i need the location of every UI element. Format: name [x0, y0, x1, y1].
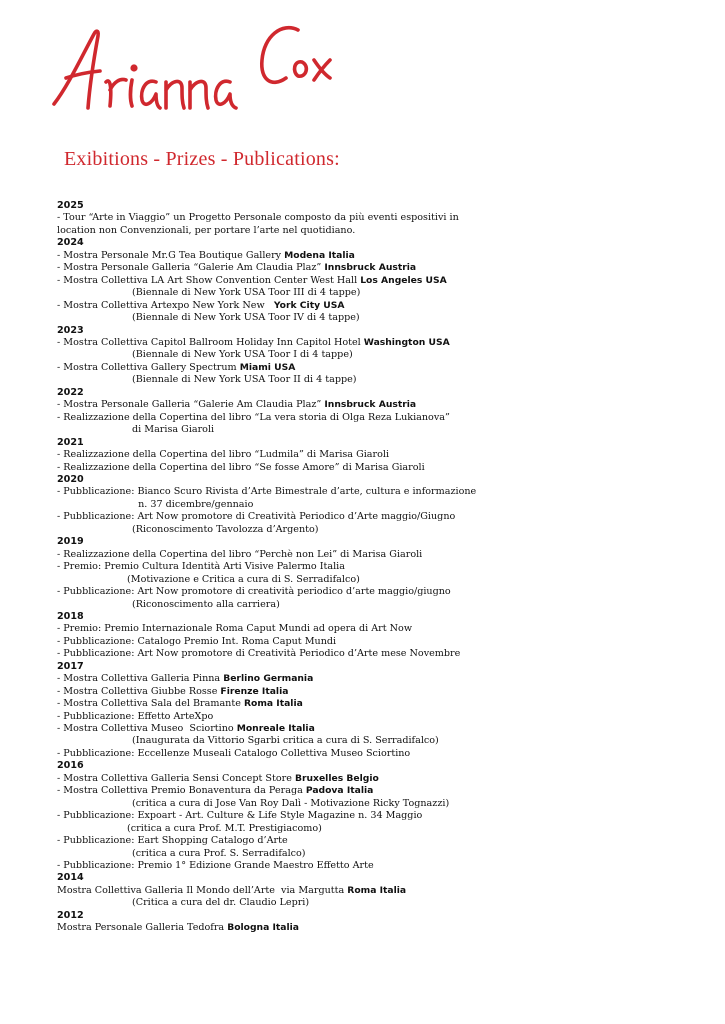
- item-text: - Mostra Personale Galleria “Galerie Am Claudia Plaz”: [57, 399, 325, 411]
- item-location: Roma Italia: [243, 698, 303, 710]
- item-text: - Pubblicazione: Effetto ArteXpo: [57, 710, 214, 722]
- year-heading: 2023: [57, 324, 84, 336]
- list-item: [57, 673, 707, 685]
- year-heading: 2022: [57, 386, 84, 398]
- list-item: [57, 698, 707, 710]
- item-text: - Pubblicazione: Art Now promotore di Creatività Periodico d’Arte maggio/Giugno: [57, 511, 456, 523]
- item-text: - Pubblicazione: Premio 1° Edizione Grande Maestro Effetto Arte: [57, 860, 374, 872]
- list-item: [57, 462, 707, 474]
- item-text: - Pubblicazione: Art Now promotore di Creatività Periodico d’Arte mese Novembre: [57, 648, 461, 660]
- item-text: - Mostra Collettiva Premio Bonaventura da Peraga: [57, 785, 306, 797]
- list-item: [57, 798, 707, 810]
- list-item: [57, 735, 707, 747]
- item-text: - Pubblicazione: Catalogo Premio Int. Roma Caput Mundi: [57, 635, 337, 647]
- list-item: [57, 349, 707, 361]
- item-text: (Riconoscimento Tavolozza d’Argento): [132, 523, 319, 535]
- list-item: [57, 810, 707, 822]
- item-text: - Mostra Collettiva Giubbe Rosse: [57, 685, 221, 697]
- year-heading: 2016: [57, 760, 84, 772]
- item-location: Roma Italia: [347, 884, 407, 896]
- list-item: [57, 275, 707, 287]
- item-text: (Riconoscimento alla carriera): [132, 598, 280, 610]
- item-location: Innsbruck Austria: [324, 399, 417, 411]
- item-text: (Critica a cura del dr. Claudio Lepri): [132, 897, 310, 909]
- list-item: [57, 848, 707, 860]
- item-text: - Pubblicazione: Expoart - Art. Culture & Life Style Magazine n. 34 Maggio: [57, 810, 423, 822]
- item-text: - Premio: Premio Cultura Identità Arti Visive Palermo Italia: [57, 561, 345, 573]
- item-text: location non Convenzionali, per portare l’arte nel quotidiano.: [57, 224, 356, 236]
- list-item: [57, 636, 707, 648]
- list-item: [57, 262, 707, 274]
- item-text: - Mostra Collettiva Galleria Sensi Concept Store: [57, 772, 295, 784]
- list-item: [57, 225, 707, 237]
- list-item: [57, 586, 707, 598]
- item-location: Berlino Germania: [223, 673, 314, 685]
- list-item: [57, 574, 707, 586]
- year-heading: 2020: [57, 473, 84, 485]
- item-text: (Inaugurata da Vittorio Sgarbi critica a cura di S. Serradifalco): [132, 735, 439, 747]
- list-item: [57, 835, 707, 847]
- list-item: [57, 287, 707, 299]
- item-text: - Premio: Premio Internazionale Roma Caput Mundi ad opera di Art Now: [57, 623, 413, 635]
- list-item: [57, 511, 707, 523]
- item-text: - Pubblicazione: Art Now promotore di creatività periodico d’arte maggio/giugno: [57, 586, 451, 598]
- list-item: [57, 773, 707, 785]
- item-text: - Mostra Collettiva Gallery Spectrum: [57, 361, 240, 373]
- list-item: [57, 412, 707, 424]
- item-text: (critica a cura di Jose Van Roy Dalì - Motivazione Ricky Tognazzi): [132, 797, 450, 809]
- item-text: - Mostra Collettiva Capitol Ballroom Holiday Inn Capitol Hotel: [57, 336, 364, 348]
- item-text: (critica a cura Prof. S. Serradifalco): [132, 847, 306, 859]
- item-text: - Realizzazione della Copertina del libro “La vera storia di Olga Reza Lukianova”: [57, 411, 450, 423]
- item-text: - Realizzazione della Copertina del libro “Ludmila” di Marisa Giaroli: [57, 449, 390, 461]
- item-text: - Mostra Collettiva LA Art Show Convention Center West Hall: [57, 274, 361, 286]
- item-location: Washington USA: [363, 336, 450, 348]
- list-item: [57, 599, 707, 611]
- item-location: Miami USA: [239, 361, 296, 373]
- list-item: [57, 561, 707, 573]
- list-item: [57, 623, 707, 635]
- list-item: [57, 486, 707, 498]
- list-item: [57, 399, 707, 411]
- exhibition-list: [57, 200, 707, 935]
- item-text: (critica a cura Prof. M.T. Prestigiacomo): [127, 822, 322, 834]
- year-heading: 2014: [57, 872, 84, 884]
- item-text: - Tour “Arte in Viaggio” un Progetto Personale composto da più eventi espositivi in: [57, 212, 459, 224]
- item-text: (Biennale di New York USA Toor II di 4 tappe): [132, 374, 357, 386]
- list-item: [57, 648, 707, 660]
- list-item: [57, 823, 707, 835]
- list-item: [57, 897, 707, 909]
- item-text: (Biennale di New York USA Toor IV di 4 tappe): [132, 312, 360, 324]
- item-text: - Mostra Collettiva Artexpo New York New: [57, 299, 274, 311]
- list-item: [57, 885, 707, 897]
- list-item: [57, 711, 707, 723]
- list-item: [57, 424, 707, 436]
- item-location: Monreale Italia: [236, 723, 315, 735]
- list-item: [57, 374, 707, 386]
- item-location: Bruxelles Belgio: [294, 772, 379, 784]
- list-item: [57, 860, 707, 872]
- item-text: - Mostra Collettiva Sala del Bramante: [57, 698, 244, 710]
- item-text: (Biennale di New York USA Toor III di 4 tappe): [132, 287, 361, 299]
- item-text: n. 37 dicembre/gennaio: [132, 498, 254, 510]
- year-heading: 2018: [57, 610, 84, 622]
- item-text: (Biennale di New York USA Toor I di 4 tappe): [132, 349, 353, 361]
- list-item: [57, 748, 707, 760]
- list-item: [57, 212, 707, 224]
- item-location: Innsbruck Austria: [324, 262, 417, 274]
- year-heading: 2012: [57, 909, 84, 921]
- item-text: - Mostra Personale Mr.G Tea Boutique Gallery: [57, 249, 285, 261]
- list-item: [57, 686, 707, 698]
- list-item: [57, 337, 707, 349]
- year-heading: 2025: [57, 200, 84, 211]
- artist-signature-logo: [48, 16, 348, 116]
- item-text: di Marisa Giaroli: [132, 424, 215, 436]
- item-text: - Mostra Collettiva Galleria Pinna: [57, 673, 224, 685]
- list-item: [57, 362, 707, 374]
- item-location: Firenze Italia: [220, 685, 289, 697]
- list-item: [57, 300, 707, 312]
- list-item: [57, 449, 707, 461]
- list-item: [57, 524, 707, 536]
- item-text: (Motivazione e Critica a cura di S. Serradifalco): [127, 573, 360, 585]
- item-text: - Pubblicazione: Eart Shopping Catalogo d’Arte: [57, 835, 288, 847]
- item-location: York City USA: [273, 299, 345, 311]
- item-location: Modena Italia: [284, 249, 355, 261]
- list-item: [57, 922, 707, 934]
- year-heading: 2021: [57, 436, 84, 448]
- item-location: Los Angeles USA: [360, 274, 447, 286]
- list-item: [57, 785, 707, 797]
- item-text: - Pubblicazione: Eccellenze Museali Catalogo Collettiva Museo Sciortino: [57, 747, 411, 759]
- section-heading: Exibitions - Prizes - Publications:: [64, 148, 340, 170]
- list-item: [57, 723, 707, 735]
- item-location: Bologna Italia: [227, 922, 300, 934]
- item-text: - Mostra Personale Galleria “Galerie Am Claudia Plaz”: [57, 262, 325, 274]
- year-heading: 2017: [57, 660, 84, 672]
- list-item: [57, 499, 707, 511]
- list-item: [57, 250, 707, 262]
- item-text: - Mostra Collettiva Museo Sciortino: [57, 723, 237, 735]
- item-text: - Realizzazione della Copertina del libro “Se fosse Amore” di Marisa Giaroli: [57, 461, 425, 473]
- item-text: Mostra Personale Galleria Tedofra: [57, 922, 228, 934]
- item-location: Padova Italia: [305, 785, 374, 797]
- item-text: - Realizzazione della Copertina del libro “Perchè non Lei” di Marisa Giaroli: [57, 548, 423, 560]
- year-heading: 2024: [57, 237, 84, 249]
- list-item: [57, 312, 707, 324]
- item-text: - Pubblicazione: Bianco Scuro Rivista d’Arte Bimestrale d’arte, cultura e informazione: [57, 486, 477, 498]
- item-text: Mostra Collettiva Galleria Il Mondo dell’Arte via Margutta: [57, 884, 348, 896]
- year-heading: 2019: [57, 536, 84, 548]
- list-item: [57, 549, 707, 561]
